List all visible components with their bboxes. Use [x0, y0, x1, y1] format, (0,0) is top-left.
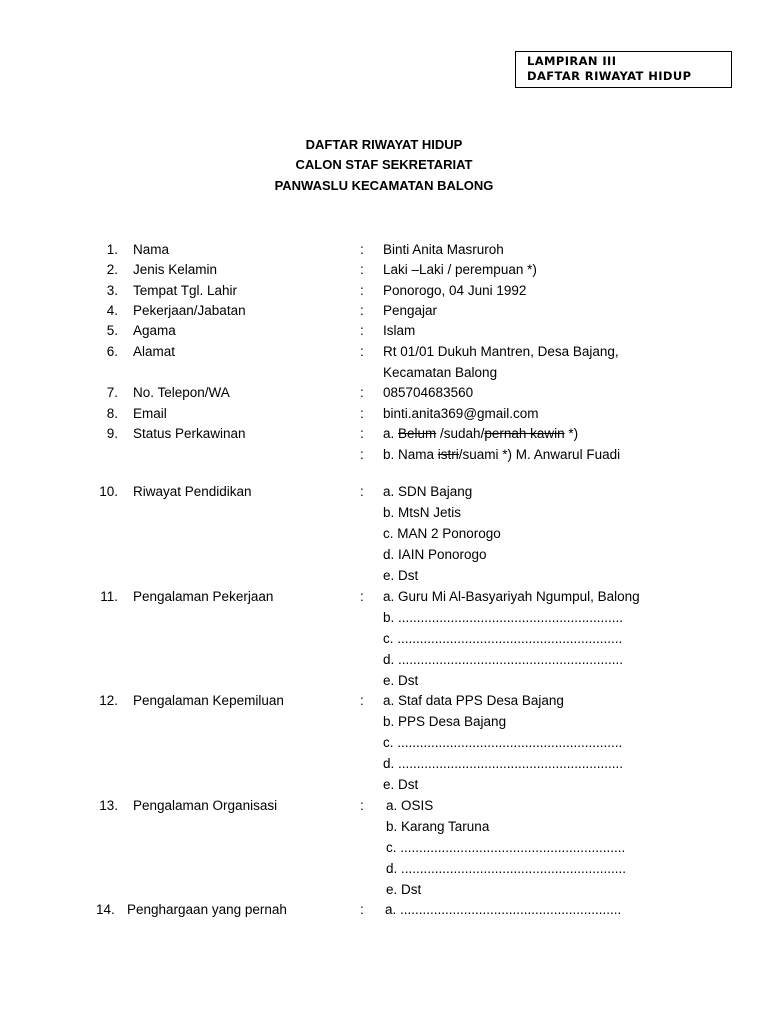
colon: :	[360, 447, 364, 462]
row-number: 3.	[106, 283, 118, 298]
list-entry: d. IAIN Ponorogo	[383, 547, 487, 562]
list-entry: b. Karang Taruna	[386, 819, 490, 834]
row-label: Riwayat Pendidikan	[133, 484, 252, 499]
row-value: Laki –Laki / perempuan *)	[383, 262, 537, 277]
row-label: Status Perkawinan	[133, 426, 246, 441]
colon: :	[360, 242, 364, 257]
colon: :	[360, 484, 364, 499]
row-label: No. Telepon/WA	[133, 385, 230, 400]
row-number: 6.	[106, 344, 118, 359]
list-entry: a. Staf data PPS Desa Bajang	[383, 693, 564, 708]
row-status-spouse	[0, 447, 768, 467]
list-entry: e. Dst	[383, 777, 419, 792]
row-label: Pengalaman Organisasi	[133, 798, 278, 813]
attachment-label-box	[515, 51, 732, 88]
row-number: 8.	[106, 406, 118, 421]
row-agama	[0, 323, 768, 343]
row-pekerjaan	[0, 303, 768, 323]
list-entry: d. ............................................................	[383, 756, 624, 771]
row-value: Rt 01/01 Dukuh Mantren, Desa Bajang,	[383, 344, 619, 359]
row-pengalaman-kepemiluan	[0, 693, 768, 713]
colon: :	[360, 798, 364, 813]
list-entry: a. Guru Mi Al-Basyariyah Ngumpul, Balong	[383, 589, 640, 604]
row-value-cont: Kecamatan Balong	[383, 365, 498, 380]
row-number: 11.	[100, 589, 118, 604]
document-title: DAFTAR RIWAYAT HIDUP	[305, 137, 463, 152]
row-label: Agama	[133, 323, 176, 338]
row-alamat-cont	[0, 365, 768, 385]
row-number: 4.	[106, 303, 118, 318]
marital-option-b: b. Nama istri/suami *) M. Anwarul Fuadi	[383, 447, 621, 462]
list-entry: b. ............................................................	[383, 610, 624, 625]
row-number: 14.	[96, 902, 115, 917]
row-number: 13.	[99, 798, 118, 813]
row-label: Tempat Tgl. Lahir	[133, 283, 238, 298]
list-entry: c. ............................................................	[383, 631, 623, 646]
row-penghargaan	[0, 902, 768, 922]
row-number: 10.	[99, 484, 118, 499]
row-label: Jenis Kelamin	[133, 262, 218, 277]
row-number: 7.	[106, 385, 118, 400]
colon: :	[360, 283, 364, 298]
list-entry: e. Dst	[383, 673, 419, 688]
list-entry: d. ............................................................	[383, 652, 624, 667]
row-value: binti.anita369@gmail.com	[383, 406, 539, 421]
row-alamat	[0, 344, 768, 364]
row-telepon	[0, 385, 768, 405]
colon: :	[360, 323, 364, 338]
list-entry: c. MAN 2 Ponorogo	[383, 526, 501, 541]
row-email	[0, 406, 768, 426]
colon: :	[360, 426, 364, 441]
row-value: Ponorogo, 04 Juni 1992	[383, 283, 527, 298]
list-entry: e. Dst	[383, 568, 419, 583]
document-subtitle: CALON STAF SEKRETARIAT	[295, 157, 473, 172]
colon: :	[360, 406, 364, 421]
row-number: 1.	[106, 242, 118, 257]
row-label: Nama	[133, 242, 170, 257]
row-label: Pekerjaan/Jabatan	[133, 303, 246, 318]
row-jenis-kelamin	[0, 262, 768, 282]
row-label: Alamat	[133, 344, 176, 359]
colon: :	[360, 344, 364, 359]
row-pengalaman-pekerjaan	[0, 589, 768, 609]
list-entry: c. ............................................................	[386, 840, 626, 855]
row-pengalaman-organisasi	[0, 798, 768, 818]
list-entry: b. MtsN Jetis	[383, 505, 462, 520]
colon: :	[360, 902, 364, 917]
row-number: 2.	[106, 262, 118, 277]
row-label: Penghargaan yang pernah	[127, 902, 287, 917]
row-nama	[0, 242, 768, 262]
row-value: Islam	[383, 323, 416, 338]
row-riwayat-pendidikan	[0, 484, 768, 504]
colon: :	[360, 303, 364, 318]
row-tempat-tgl-lahir	[0, 283, 768, 303]
row-status-perkawinan	[0, 426, 768, 446]
row-number: 5.	[106, 323, 118, 338]
list-entry: b. PPS Desa Bajang	[383, 714, 507, 729]
colon: :	[360, 693, 364, 708]
row-value: 085704683560	[383, 385, 474, 400]
row-number: 9.	[106, 426, 118, 441]
colon: :	[360, 262, 364, 277]
colon: :	[360, 589, 364, 604]
list-entry: c. ............................................................	[383, 735, 623, 750]
row-label: Pengalaman Pekerjaan	[133, 589, 274, 604]
attachment-title: DAFTAR RIWAYAT HIDUP	[527, 69, 692, 83]
colon: :	[360, 385, 364, 400]
list-entry: d. ............................................................	[386, 861, 627, 876]
marital-option-a: a. Belum /sudah/pernah kawin *)	[383, 426, 579, 441]
row-label: Pengalaman Kepemiluan	[133, 693, 284, 708]
attachment-number: LAMPIRAN III	[527, 54, 617, 68]
row-number: 12.	[99, 693, 118, 708]
row-value: Binti Anita Masruroh	[383, 242, 504, 257]
document-subtitle-2: PANWASLU KECAMATAN BALONG	[274, 178, 494, 193]
list-entry: e. Dst	[386, 882, 422, 897]
list-entry: a. ...........................................................	[385, 902, 622, 917]
row-label: Email	[133, 406, 167, 421]
list-entry: a. OSIS	[386, 798, 434, 813]
row-value: Pengajar	[383, 303, 438, 318]
list-entry: a. SDN Bajang	[383, 484, 473, 499]
